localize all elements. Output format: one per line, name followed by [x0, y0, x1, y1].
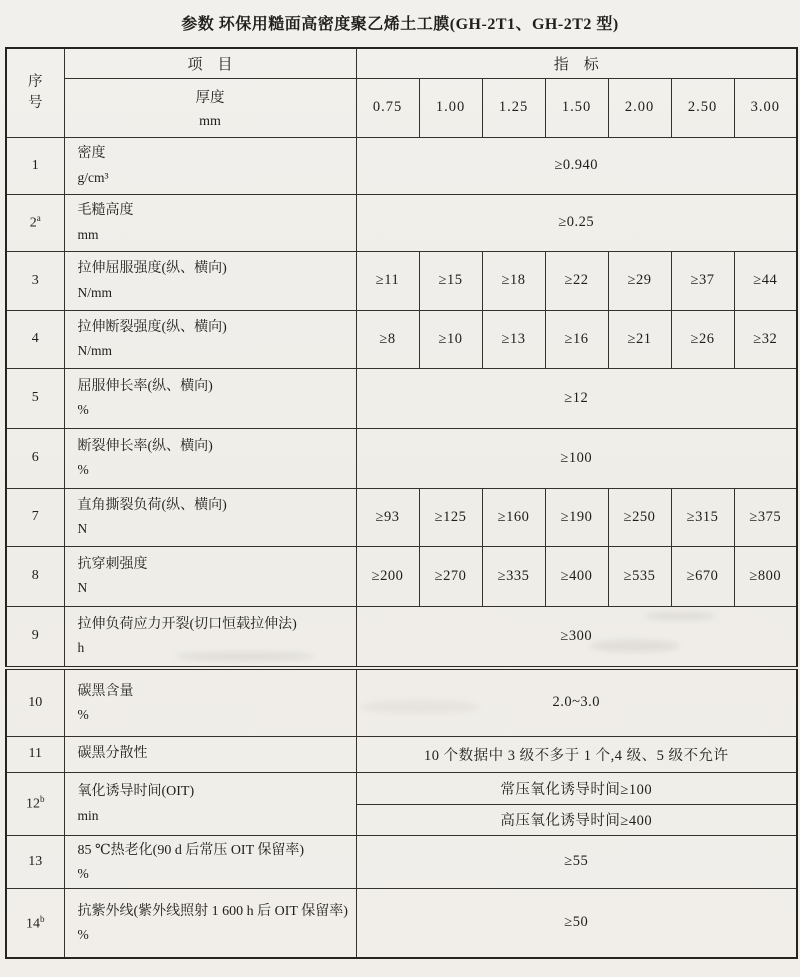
serial-number: 6 — [31, 450, 39, 465]
item-name: 毛糙高度 — [77, 203, 134, 219]
serial-number: 9 — [31, 628, 39, 644]
row-value: ≥160 — [482, 488, 545, 546]
item-unit: N/mm — [77, 284, 113, 300]
item-unit: % — [77, 865, 89, 881]
serial-footnote: b — [40, 913, 45, 924]
serial-number: 8 — [31, 568, 39, 583]
item-unit: g/cm³ — [77, 169, 109, 185]
item-unit: N — [77, 521, 88, 537]
item-name: 直角撕裂负荷(纵、横向) — [77, 497, 227, 513]
item-name: 抗紫外线(紫外线照射 1 600 h 后 OIT 保留率) — [77, 903, 348, 919]
row-value: ≥315 — [671, 488, 734, 546]
row-value-span: ≥12 — [356, 368, 797, 428]
row-value-span: 2.0~3.0 — [356, 668, 797, 736]
item-name: 拉伸负荷应力开裂(切口恒载拉伸法) — [77, 617, 297, 633]
row-value: ≥10 — [419, 310, 482, 368]
row-value: ≥125 — [419, 488, 482, 546]
item-name: 密度 — [77, 146, 106, 162]
item-name: 抗穿刺强度 — [77, 556, 148, 572]
thickness-value: 1.25 — [482, 78, 545, 137]
header-thickness — [64, 78, 356, 137]
item-unit: % — [77, 462, 89, 478]
row-value: ≥375 — [734, 488, 797, 546]
item-name: 屈服伸长率(纵、横向) — [77, 378, 213, 394]
row-value: ≥800 — [734, 546, 797, 606]
row-value-span: 常压氧化诱导时间≥100 — [356, 772, 797, 804]
table-row — [6, 194, 797, 251]
row-serial — [6, 888, 64, 958]
row-value: ≥250 — [608, 488, 671, 546]
item-name: 拉伸断裂强度(纵、横向) — [77, 319, 227, 335]
row-value: ≥16 — [545, 310, 608, 368]
serial-number: 10 — [28, 694, 43, 710]
row-serial — [6, 668, 64, 736]
table-row — [6, 488, 797, 546]
row-value-span: ≥50 — [356, 888, 797, 958]
item-name: 氧化诱导时间(OIT) — [77, 784, 195, 800]
row-value: ≥29 — [608, 251, 671, 310]
serial-number: 2 — [29, 215, 37, 231]
row-serial — [6, 368, 64, 428]
item-name: 碳黑含量 — [77, 683, 134, 699]
item-name: 85 ℃热老化(90 d 后常压 OIT 保留率) — [77, 842, 305, 858]
thickness-label: 厚度 — [195, 89, 225, 106]
thickness-value: 2.00 — [608, 78, 671, 137]
item-name: 拉伸屈服强度(纵、横向) — [77, 261, 227, 277]
row-value: ≥15 — [419, 251, 482, 310]
serial-number: 1 — [31, 157, 39, 173]
row-serial — [6, 835, 64, 888]
header-item: 项 目 — [64, 48, 356, 78]
table-row — [6, 251, 797, 310]
table-row — [6, 835, 797, 888]
row-value: ≥670 — [671, 546, 734, 606]
row-value-span: ≥0.940 — [356, 137, 797, 194]
row-value-span: ≥55 — [356, 835, 797, 888]
row-value-span: ≥300 — [356, 606, 797, 668]
row-value: ≥11 — [356, 251, 419, 310]
table-row — [6, 368, 797, 428]
table-row — [6, 736, 797, 772]
spec-table-container — [5, 47, 798, 959]
serial-footnote: b — [40, 794, 45, 805]
thickness-value: 1.50 — [545, 78, 608, 137]
row-serial — [6, 194, 64, 251]
spec-table-body — [6, 137, 797, 958]
row-item — [64, 137, 356, 194]
row-value-span: ≥0.25 — [356, 194, 797, 251]
row-serial — [6, 428, 64, 488]
thickness-value: 3.00 — [734, 78, 797, 137]
serial-number: 14 — [26, 916, 40, 932]
row-item — [64, 251, 356, 310]
serial-number: 4 — [31, 331, 39, 346]
row-value: ≥200 — [356, 546, 419, 606]
row-value: ≥44 — [734, 251, 797, 310]
header-row-2 — [6, 78, 797, 137]
serial-number: 13 — [28, 853, 43, 869]
serial-footnote: a — [36, 213, 41, 224]
table-row — [6, 137, 797, 194]
header-index: 指 标 — [356, 48, 797, 78]
row-serial — [6, 137, 64, 194]
row-value: ≥8 — [356, 310, 419, 368]
item-unit: h — [77, 640, 85, 656]
thickness-value: 0.75 — [356, 78, 419, 137]
row-value: ≥93 — [356, 488, 419, 546]
row-item — [64, 368, 356, 428]
item-unit: min — [77, 807, 99, 823]
item-unit: mm — [77, 226, 99, 242]
item-name: 碳黑分散性 — [77, 745, 148, 761]
table-row — [6, 428, 797, 488]
serial-number: 5 — [31, 390, 39, 405]
row-value: ≥18 — [482, 251, 545, 310]
serial-number: 11 — [28, 746, 42, 761]
item-unit: % — [77, 706, 89, 722]
row-item — [64, 194, 356, 251]
row-value: ≥26 — [671, 310, 734, 368]
row-value: ≥13 — [482, 310, 545, 368]
row-value: ≥22 — [545, 251, 608, 310]
serial-number: 7 — [31, 509, 39, 524]
row-serial — [6, 251, 64, 310]
row-value: ≥32 — [734, 310, 797, 368]
page-title: 参数 环保用糙面高密度聚乙烯土工膜(GH-2T1、GH-2T2 型) — [181, 16, 619, 33]
header-row-1 — [6, 48, 797, 78]
thickness-unit: mm — [199, 113, 221, 129]
row-item — [64, 888, 356, 958]
row-item — [64, 736, 356, 772]
table-row — [6, 772, 797, 804]
row-serial — [6, 606, 64, 668]
table-row — [6, 888, 797, 958]
thickness-value: 2.50 — [671, 78, 734, 137]
row-serial — [6, 736, 64, 772]
row-item — [64, 428, 356, 488]
table-row — [6, 546, 797, 606]
row-item — [64, 488, 356, 546]
row-item — [64, 310, 356, 368]
row-serial — [6, 310, 64, 368]
thickness-value: 1.00 — [419, 78, 482, 137]
row-item — [64, 668, 356, 736]
row-serial — [6, 488, 64, 546]
row-item — [64, 772, 356, 835]
row-item — [64, 835, 356, 888]
row-item — [64, 606, 356, 668]
row-value-span: 高压氧化诱导时间≥400 — [356, 804, 797, 835]
item-unit: % — [77, 402, 89, 418]
item-unit: % — [77, 927, 89, 943]
table-row — [6, 310, 797, 368]
item-name: 断裂伸长率(纵、横向) — [77, 438, 213, 454]
row-serial — [6, 546, 64, 606]
row-value: ≥190 — [545, 488, 608, 546]
row-value-span: ≥100 — [356, 428, 797, 488]
row-serial — [6, 772, 64, 835]
row-value: ≥535 — [608, 546, 671, 606]
item-unit: N/mm — [77, 343, 113, 359]
row-value: ≥270 — [419, 546, 482, 606]
serial-number: 3 — [31, 272, 39, 288]
row-item — [64, 546, 356, 606]
row-value: ≥400 — [545, 546, 608, 606]
serial-number: 12 — [26, 796, 40, 812]
table-row — [6, 668, 797, 736]
header-serial: 序 号 — [6, 48, 64, 137]
row-value: ≥335 — [482, 546, 545, 606]
item-unit: N — [77, 580, 88, 596]
row-value: ≥37 — [671, 251, 734, 310]
spec-table — [5, 47, 798, 959]
row-value: ≥21 — [608, 310, 671, 368]
table-row — [6, 606, 797, 668]
row-value-span: 10 个数据中 3 级不多于 1 个,4 级、5 级不允许 — [356, 736, 797, 772]
